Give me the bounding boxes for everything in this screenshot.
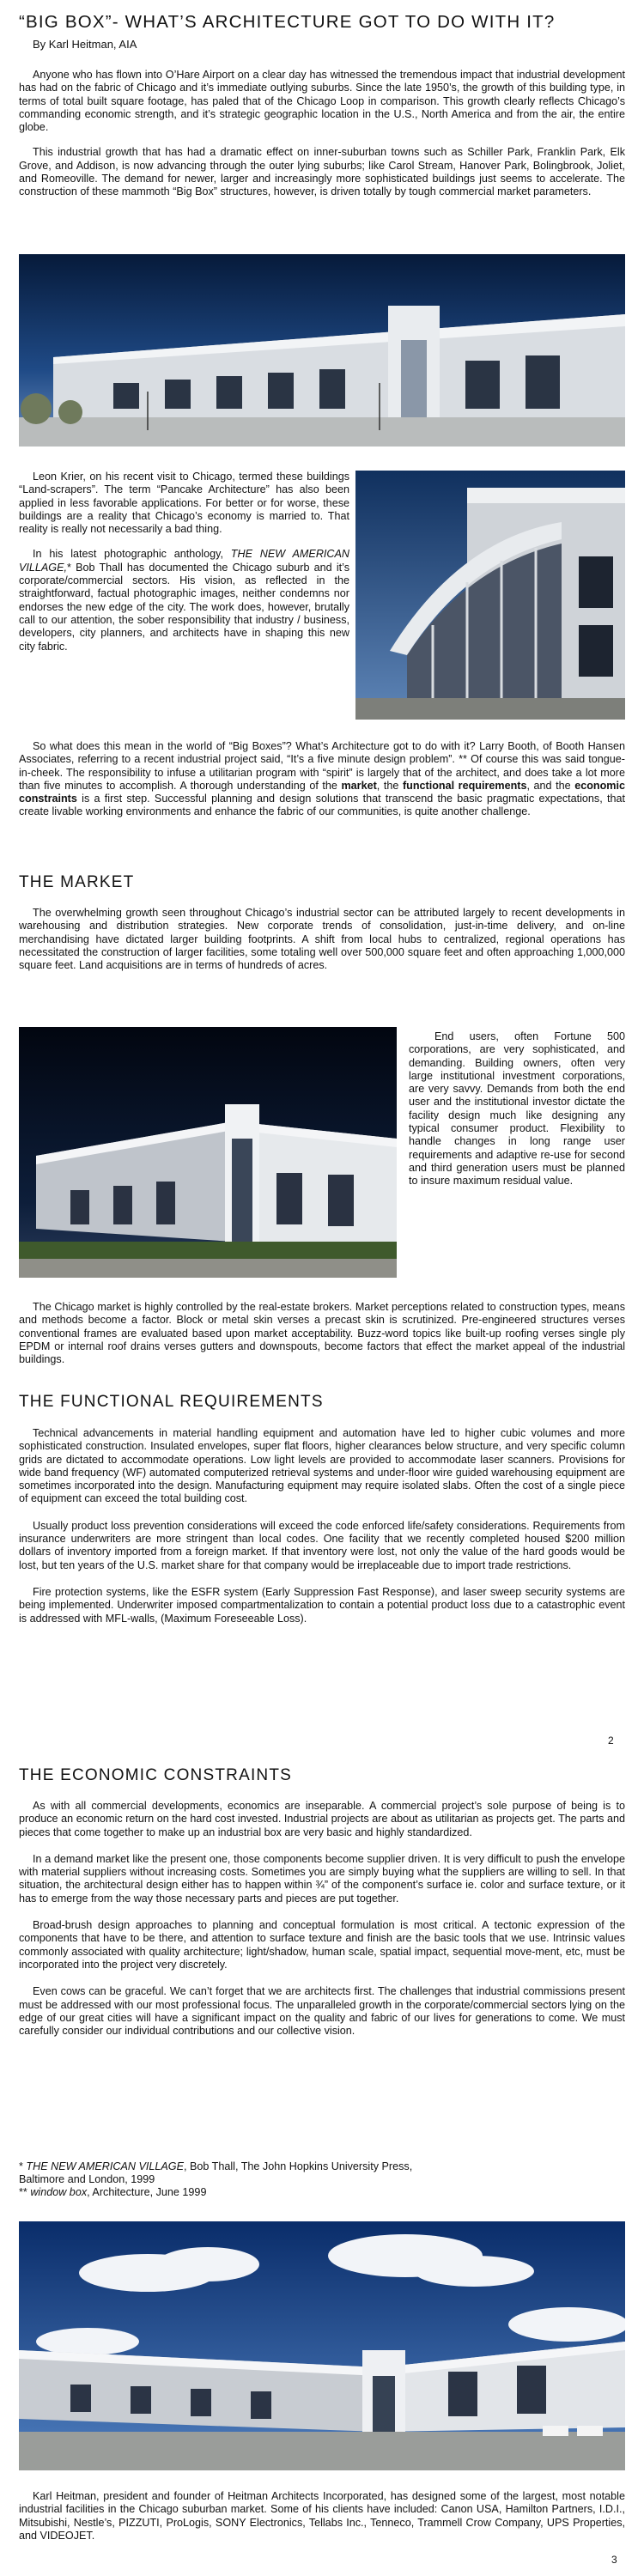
meaning-text: is a first step. Successful planning and design solutions that transcend the basic pragmatic expectations, that create livable working environments and enhance the fabric of our communities, is quite another challenge. <box>19 793 625 818</box>
footnote-title: window box <box>30 2186 88 2198</box>
section-heading-market: THE MARKET <box>19 873 135 891</box>
footnote-2 <box>19 2186 625 2199</box>
economic-paragraph: In a demand market like the present one, those components become supplier driven. It is very difficult to push the envelope with material suppliers without increasing costs. Sometimes you are simply buying what the suppliers are willing to sell. In that situation, the architectural design either has to happen within ¾” of the component’s surface ie. color and surface texture, or it has to emerge from the way those necessary parts and pieces are put together. <box>19 1852 625 1905</box>
krier-paragraph: Leon Krier, on his recent visit to Chicago, termed these buildings “Land-scrapers”. The term “Pancake Architecture” has also been applied in less favorable applications. For better or for worse, these buildings are a reality that Chicago’s economy is married to. That reality is really not necessarily a bad thing. <box>19 471 349 536</box>
page-number: 3 <box>611 2554 617 2566</box>
footnote-title: THE NEW AMERICAN VILLAGE <box>26 2160 184 2172</box>
market-intro <box>19 907 625 972</box>
footnotes <box>19 2160 625 2199</box>
footnote-mark: * <box>19 2160 27 2172</box>
photo-warehouse-clouds <box>19 2221 625 2470</box>
thall-text-post: * Bob Thall has documented the Chicago suburb and it’s corporate/commercial sectors. His vision, as reflected in the straightforward, factual photographic images, neither condemns nor endorses the new edge of the city. The work does, however, brutally call to our attention, the sober responsibility that industry / business, developers, city planners, and architects have in shaping this new city fabric. <box>19 561 349 653</box>
market-brokers-section <box>19 1301 625 1366</box>
bio-paragraph: Karl Heitman, president and founder of Heitman Architects Incorporated, has designed some of the largest, most notable industrial facilities in the Chicago suburban market. Some of his clients have included: Canon USA, Hamilton Partners, I.D.I., Mitsubishi, Nestle’s, PIZZUTI, ProLogis, SONY Electronics, Tellabs Inc., Tenneco, Trammell Crow Company, UPS Properties, and VIDEOJET. <box>19 2490 625 2542</box>
footnote-1 <box>19 2160 625 2173</box>
footnote-1-line2: Baltimore and London, 1999 <box>19 2173 155 2185</box>
intro-paragraph: Anyone who has flown into O’Hare Airport on a clear day has witnessed the tremendous impact that industrial development has had on the fabric of Chicago and it’s immediate outlying suburbs. Since the late 1950’s, the growth of this building type, in terms of total built square footage, has paled that of the Chicago Loop in comparison. This growth clearly reflects Chicago’s commanding economic strength, and it’s strategic geographic location in the U.S., North America and from the air, the entire globe. <box>19 69 625 134</box>
market-paragraph: The Chicago market is highly controlled by the real-estate brokers. Market perceptions related to construction types, means and methods become a factor. Block or metal skin verses a precast skin is scrutinized. Pre-engineered structures verses conventional frames are evaluated based upon market acceptability. Buzz-word topics like built-up roofing verses single ply EPDM or internal roof drains verses gutters and downspouts, become factors that effect the market appeal of the industrial buildings. <box>19 1301 625 1366</box>
section-heading-economic: THE ECONOMIC CONSTRAINTS <box>19 1766 293 1784</box>
meaning-text: , and the <box>526 779 575 792</box>
byline: By Karl Heitman, AIA <box>33 38 137 51</box>
book-title: THE NEW AMERICAN VILLAGE, <box>19 548 350 574</box>
article-title: “BIG BOX”- WHAT’S ARCHITECTURE GOT TO DO WITH IT? <box>19 12 556 32</box>
footnote-text: , Architecture, June 1999 <box>87 2186 207 2198</box>
photo-warehouse-angle <box>19 1027 397 1278</box>
emphasis-economic: economic constraints <box>19 779 625 805</box>
economic-paragraph: Even cows can be graceful. We can’t forget that we are architects first. The challenges that industrial commissions present must be addressed with our most professional focus. The unparalleled growth in the corporate/commercial sectors lying on the edge of our great cities will have a significant impact on the quality and fabric of our lives for generations to come. We must carefully consider our individual contributions and our collective vision. <box>19 1985 625 2038</box>
page-number: 2 <box>608 1735 614 1747</box>
economic-paragraph: Broad-brush design approaches to planning and conceptual formulation is most critical. A tectonic expression of the components that have to be there, and attention to surface texture and finish are the basic tools that we use. Intrinsic values commonly associated with quality architecture; light/shadow, human scale, spatial impact, sequential move-ment, etc, must be incorporated into the project very discretely. <box>19 1919 625 1971</box>
footnote-text: , Bob Thall, The John Hopkins University Press, <box>183 2160 413 2172</box>
functional-paragraph: Usually product loss prevention considerations will exceed the code enforced life/safety considerations. Requirements from insurance underwriters are more stringent than local codes. One facility that we recently completed housed $200 million dollars of inventory imported from a foreign market. If that inventory were lost, not only the value of the hard goods would be lost, but ten years of the U.S. market share for that company would be irreplaceable due to import trade restrictions. <box>19 1519 625 1571</box>
thall-paragraph <box>19 548 349 653</box>
footnote-mark: ** <box>19 2186 31 2198</box>
meaning-text: , the <box>376 779 403 792</box>
meaning-paragraph <box>19 740 625 819</box>
intro-paragraph: This industrial growth that has had a dramatic effect on inner-suburban towns such as Schiller Park, Franklin Park, Elk Grove, and Addison, is now advancing through the outer lying suburbs; like Carol Stream, Hanover Park, Bolingbrook, Joliet, and Romeoville. The demand for newer, larger and increasingly more sophisticated buildings just seems to accelerate. The construction of these mammoth “Big Box” structures, however, is driven totally by tough commercial market parameters. <box>19 146 625 198</box>
section-heading-functional: THE FUNCTIONAL REQUIREMENTS <box>19 1393 324 1411</box>
economic-paragraph: As with all commercial developments, economics are inseparable. A commercial project’s sole purpose of being is to produce an economic return on the hard cost invested. Industrial projects are about as utilitarian as projects get. The parts and pieces that come together to make up an industrial box are very basic and highly standardized. <box>19 1800 625 1838</box>
thall-text-pre: In his latest photographic anthology, <box>33 548 231 561</box>
krier-section <box>19 471 349 653</box>
bio-section <box>19 2490 625 2543</box>
intro-section <box>19 69 625 199</box>
economic-section <box>19 1800 625 2038</box>
meaning-text: So what does this mean in the world of “Big Boxes”? What’s Architecture got to do with it? Larry Booth, of Booth Hansen Associates, referring to a recent industrial project said, “It’s a five minute design problem”. ** Of course this was said tongue-in-cheek. The responsibility to infuse a utilitarian program with “spirit” is largely that of the architect, and does take a lot more than five minutes to accomplish. A thorough understanding of the <box>19 740 625 792</box>
market-paragraph: End users, often Fortune 500 corporations, are very sophisticated, and demanding. Building owners, often very large institutional investment corporations, are very savvy. Demands from both the end user and the institutional investor dictate the facility design much like designing any typical consumer product. Flexibility to handle changes in long range user requirements and adaptive re-use for second and third generation users must be planned to insure maximum residual value. <box>409 1030 625 1188</box>
meaning-section <box>19 740 625 819</box>
market-users-section <box>409 1030 625 1188</box>
functional-section <box>19 1427 625 1625</box>
photo-warehouse-front <box>19 254 625 447</box>
emphasis-market: market <box>341 779 377 792</box>
functional-paragraph: Fire protection systems, like the ESFR system (Early Suppression Fast Response), and laser sweep security systems are being implemented. Underwriter imposed compartmentalization to contain a potential product loss due to a catastrophic event is addressed with MFL-walls, (Maximum Foreseeable Loss). <box>19 1585 625 1625</box>
functional-paragraph: Technical advancements in material handling equipment and automation have led to higher cubic volumes and more sophisticated construction. Insulated envelopes, super flat floors, higher clearances below structure, and very specific column grids are dictated to accommodate operations. Low light levels are provided to accommodate laser scanners. Provisions for wide band frequency (WF) automated computerized retrieval systems and under-floor wire guided warehousing equipment are sometimes incorporated into the design. Manufacturing equipment may require isolated slabs. Often the cost of a single piece of equipment can exceed the total building cost. <box>19 1427 625 1505</box>
emphasis-functional: functional requirements <box>402 779 527 792</box>
photo-curved-entrance <box>355 471 625 720</box>
market-paragraph: The overwhelming growth seen throughout Chicago’s industrial sector can be attributed largely to recent developments in warehousing and distribution strategies. New corporate trends of consolidation, just-in-time delivery, and on-line merchandising have dictated larger building footprints. A shift from local hubs to centralized, regional operations has necessitated the construction of larger facilities, some totaling well over 500,000 square feet and often approaching 1,000,000 square feet. Land acquisitions are in terms of hundreds of acres. <box>19 907 625 972</box>
